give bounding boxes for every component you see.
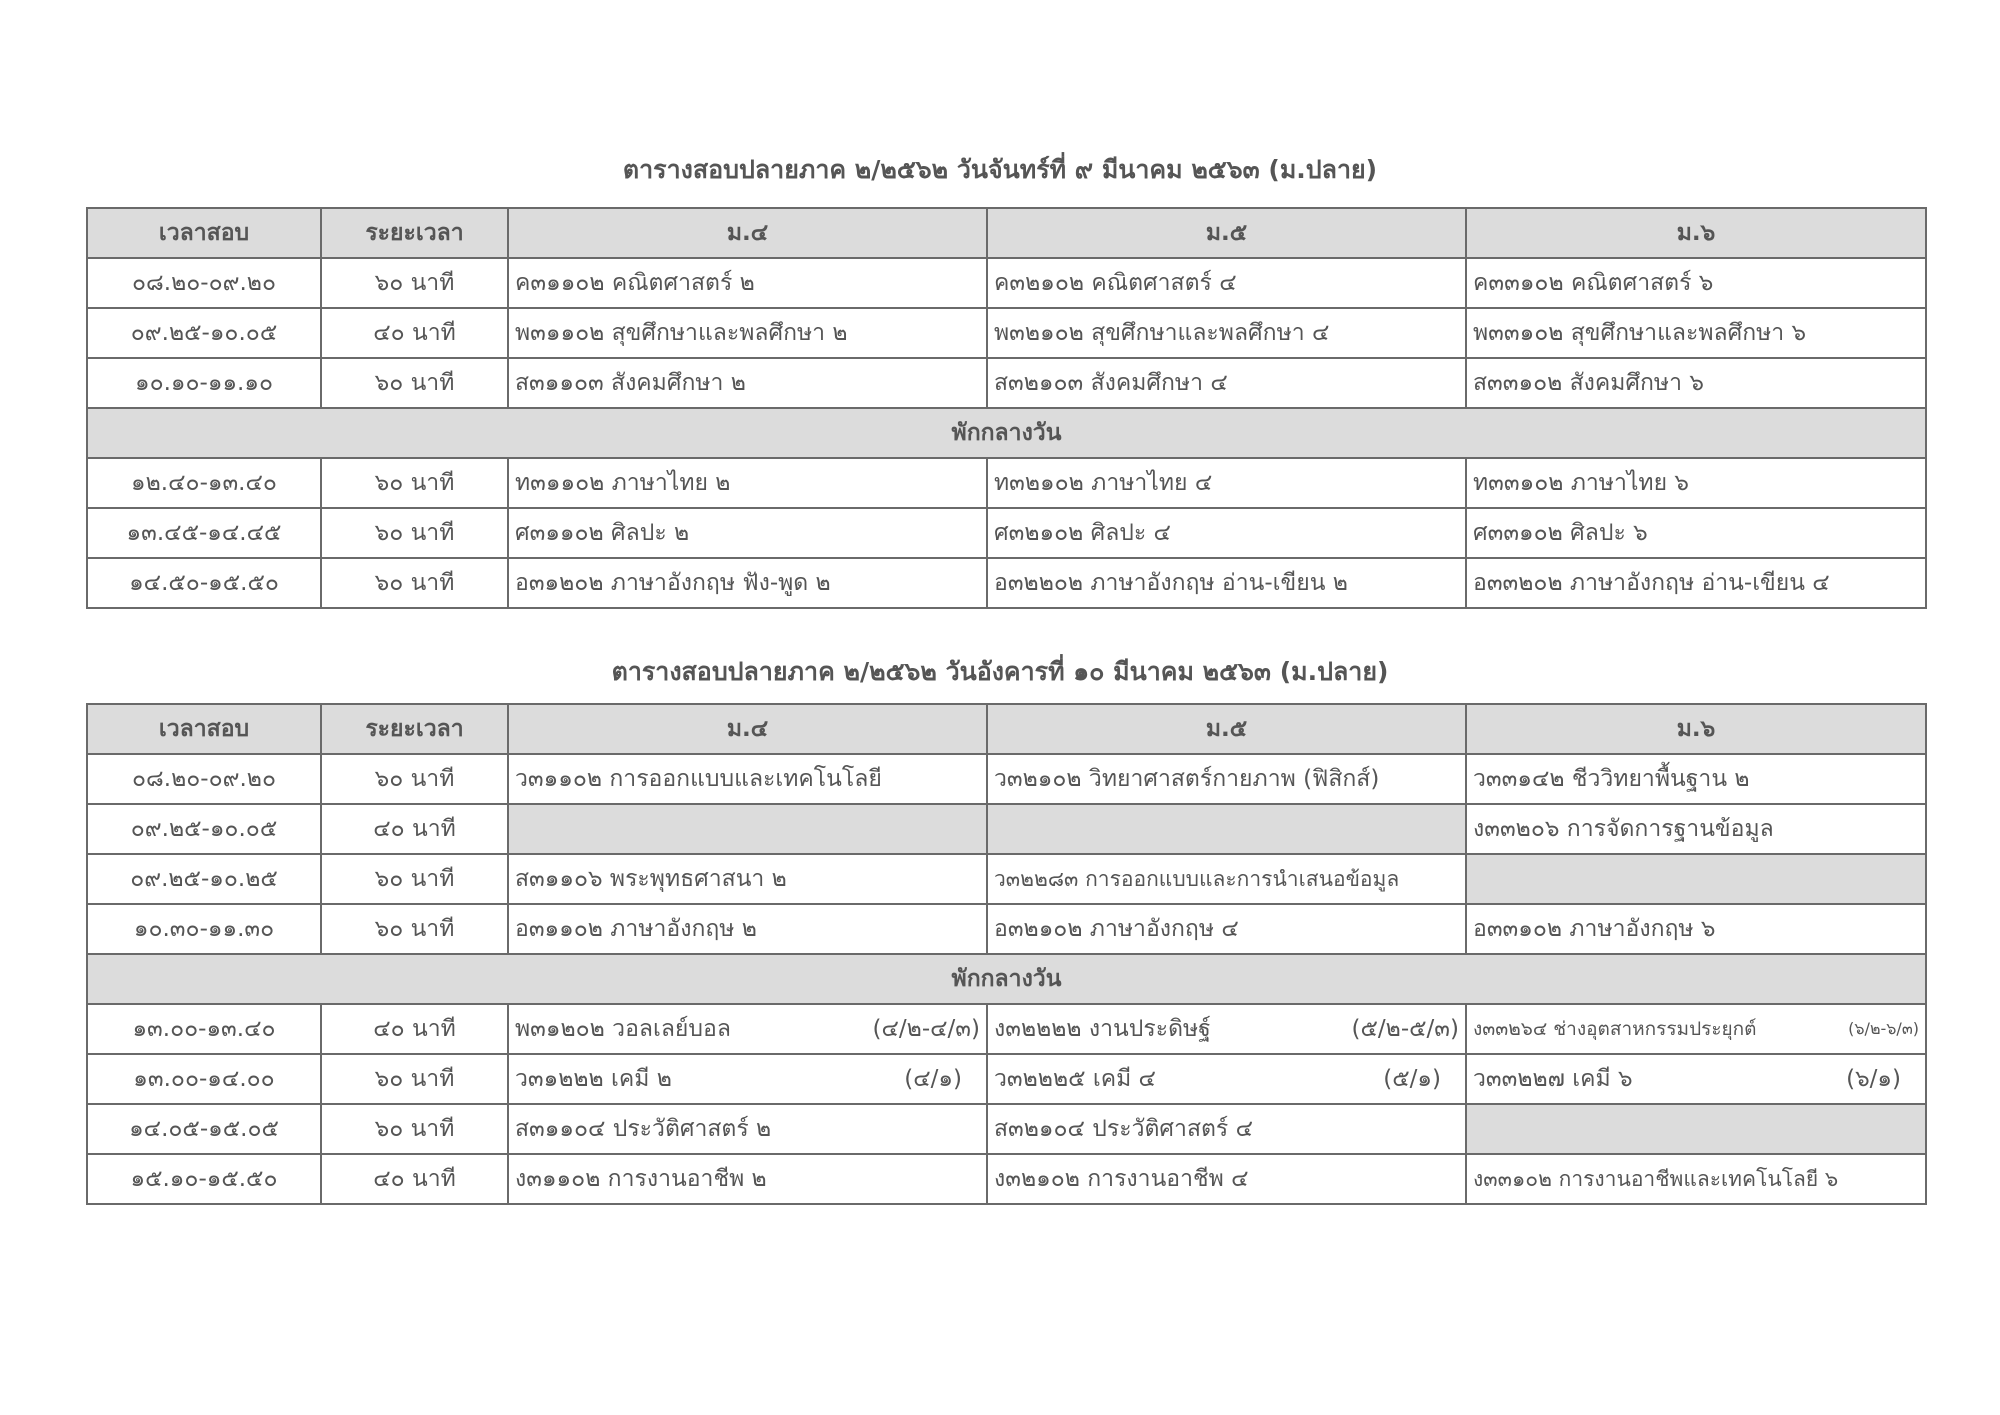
subject-m4: ส๓๑๑๐๖ พระพุทธศาสนา ๒ xyxy=(508,854,987,904)
subject-m5: ค๓๒๑๐๒ คณิตศาสตร์ ๔ xyxy=(987,258,1466,308)
subject-m5: ศ๓๒๑๐๒ ศิลปะ ๔ xyxy=(987,508,1466,558)
empty-cell xyxy=(1466,1104,1926,1154)
table-row xyxy=(87,804,1926,854)
duration: ๔๐ นาที xyxy=(321,1154,508,1204)
subject-m4: ส๓๑๑๐๔ ประวัติศาสตร์ ๒ xyxy=(508,1104,987,1154)
lunch-break-row xyxy=(87,408,1926,458)
subject-m5: พ๓๒๑๐๒ สุขศึกษาและพลศึกษา ๔ xyxy=(987,308,1466,358)
class-group: (๖/๑) xyxy=(1846,1066,1901,1092)
header-m4: ม.๔ xyxy=(508,704,987,754)
schedule-title-tuesday: ตารางสอบปลายภาค ๒/๒๕๖๒ วันอังคารที่ ๑๐ มีนาคม ๒๕๖๓ (ม.ปลาย) xyxy=(611,657,1389,686)
exam-time: ๑๒.๔๐-๑๓.๔๐ xyxy=(87,458,321,508)
class-group: (๖/๒-๖/๓) xyxy=(1848,1018,1919,1038)
duration: ๖๐ นาที xyxy=(321,1104,508,1154)
table-row xyxy=(87,258,1926,308)
subject-m6 xyxy=(1466,1004,1926,1054)
subject-name: ว๓๑๒๒๒ เคมี ๒ xyxy=(515,1066,672,1092)
empty-cell xyxy=(1466,854,1926,904)
subject-m5 xyxy=(987,1004,1466,1054)
schedule-title-monday: ตารางสอบปลายภาค ๒/๒๕๖๒ วันจันทร์ที่ ๙ มีนาคม ๒๕๖๓ (ม.ปลาย) xyxy=(622,155,1378,184)
subject-m4 xyxy=(508,1004,987,1054)
subject-m6: ท๓๓๑๐๒ ภาษาไทย ๖ xyxy=(1466,458,1926,508)
header-row xyxy=(87,704,1926,754)
duration: ๖๐ นาที xyxy=(321,558,508,608)
table-row xyxy=(87,754,1926,804)
subject-m6: ค๓๓๑๐๒ คณิตศาสตร์ ๖ xyxy=(1466,258,1926,308)
class-group: (๔/๒-๔/๓) xyxy=(872,1016,980,1042)
subject-m5: ส๓๒๑๐๔ ประวัติศาสตร์ ๔ xyxy=(987,1104,1466,1154)
subject-m6: ว๓๓๑๔๒ ชีววิทยาพื้นฐาน ๒ xyxy=(1466,754,1926,804)
table-row xyxy=(87,854,1926,904)
subject-m6: ง๓๓๒๐๖ การจัดการฐานข้อมูล xyxy=(1466,804,1926,854)
lunch-break-label: พักกลางวัน xyxy=(87,408,1926,458)
table-row xyxy=(87,508,1926,558)
subject-m6: พ๓๓๑๐๒ สุขศึกษาและพลศึกษา ๖ xyxy=(1466,308,1926,358)
empty-cell xyxy=(508,804,987,854)
exam-time: ๑๔.๕๐-๑๕.๕๐ xyxy=(87,558,321,608)
empty-cell xyxy=(987,804,1466,854)
duration: ๖๐ นาที xyxy=(321,1054,508,1104)
header-m5: ม.๕ xyxy=(987,208,1466,258)
schedule-table-tuesday xyxy=(86,703,1927,1205)
subject-m5 xyxy=(987,1054,1466,1104)
duration: ๔๐ นาที xyxy=(321,1004,508,1054)
subject-m4: ง๓๑๑๐๒ การงานอาชีพ ๒ xyxy=(508,1154,987,1204)
table-row xyxy=(87,1054,1926,1104)
duration: ๖๐ นาที xyxy=(321,508,508,558)
subject-name: ว๓๓๒๒๗ เคมี ๖ xyxy=(1473,1066,1633,1092)
subject-m4: ส๓๑๑๐๓ สังคมศึกษา ๒ xyxy=(508,358,987,408)
subject-m4: ค๓๑๑๐๒ คณิตศาสตร์ ๒ xyxy=(508,258,987,308)
exam-time: ๐๙.๒๕-๑๐.๐๕ xyxy=(87,804,321,854)
table-row xyxy=(87,1154,1926,1204)
lunch-break-row xyxy=(87,954,1926,1004)
subject-m5: ง๓๒๑๐๒ การงานอาชีพ ๔ xyxy=(987,1154,1466,1204)
subject-m4: อ๓๑๒๐๒ ภาษาอังกฤษ ฟัง-พูด ๒ xyxy=(508,558,987,608)
subject-m6: อ๓๓๒๐๒ ภาษาอังกฤษ อ่าน-เขียน ๔ xyxy=(1466,558,1926,608)
table-row xyxy=(87,1104,1926,1154)
subject-name: พ๓๑๒๐๒ วอลเลย์บอล xyxy=(515,1016,731,1042)
subject-m4 xyxy=(508,1054,987,1104)
subject-m5: อ๓๒๒๐๒ ภาษาอังกฤษ อ่าน-เขียน ๒ xyxy=(987,558,1466,608)
subject-m5: ว๓๒๒๘๓ การออกแบบและการนำเสนอข้อมูล xyxy=(987,854,1466,904)
header-exam-time: เวลาสอบ xyxy=(87,704,321,754)
subject-m4: ศ๓๑๑๐๒ ศิลปะ ๒ xyxy=(508,508,987,558)
header-duration: ระยะเวลา xyxy=(321,704,508,754)
exam-time: ๐๙.๒๕-๑๐.๒๕ xyxy=(87,854,321,904)
exam-time: ๑๕.๑๐-๑๕.๕๐ xyxy=(87,1154,321,1204)
header-m5: ม.๕ xyxy=(987,704,1466,754)
table-row xyxy=(87,308,1926,358)
subject-m6: อ๓๓๑๐๒ ภาษาอังกฤษ ๖ xyxy=(1466,904,1926,954)
schedule-table-monday xyxy=(86,207,1927,609)
duration: ๖๐ นาที xyxy=(321,854,508,904)
lunch-break-label: พักกลางวัน xyxy=(87,954,1926,1004)
class-group: (๔/๑) xyxy=(904,1066,962,1092)
duration: ๖๐ นาที xyxy=(321,754,508,804)
exam-time: ๑๓.๐๐-๑๔.๐๐ xyxy=(87,1054,321,1104)
header-m6: ม.๖ xyxy=(1466,704,1926,754)
subject-m5: ท๓๒๑๐๒ ภาษาไทย ๔ xyxy=(987,458,1466,508)
table-row xyxy=(87,458,1926,508)
subject-m4: ว๓๑๑๐๒ การออกแบบและเทคโนโลยี xyxy=(508,754,987,804)
table-row xyxy=(87,904,1926,954)
exam-time: ๑๓.๐๐-๑๓.๔๐ xyxy=(87,1004,321,1054)
exam-time: ๐๘.๒๐-๐๙.๒๐ xyxy=(87,258,321,308)
exam-time: ๑๔.๐๕-๑๕.๐๕ xyxy=(87,1104,321,1154)
duration: ๔๐ นาที xyxy=(321,804,508,854)
exam-time: ๑๐.๑๐-๑๑.๑๐ xyxy=(87,358,321,408)
subject-name: ง๓๓๒๖๔ ช่างอุตสาหกรรมประยุกต์ xyxy=(1473,1018,1757,1040)
subject-m4: อ๓๑๑๐๒ ภาษาอังกฤษ ๒ xyxy=(508,904,987,954)
duration: ๖๐ นาที xyxy=(321,258,508,308)
exam-time: ๑๓.๔๕-๑๔.๔๕ xyxy=(87,508,321,558)
header-row xyxy=(87,208,1926,258)
subject-m6: ส๓๓๑๐๒ สังคมศึกษา ๖ xyxy=(1466,358,1926,408)
exam-time: ๐๘.๒๐-๐๙.๒๐ xyxy=(87,754,321,804)
subject-m5: อ๓๒๑๐๒ ภาษาอังกฤษ ๔ xyxy=(987,904,1466,954)
class-group: (๕/๒-๕/๓) xyxy=(1351,1016,1459,1042)
subject-m5: ว๓๒๑๐๒ วิทยาศาสตร์กายภาพ (ฟิสิกส์) xyxy=(987,754,1466,804)
header-duration: ระยะเวลา xyxy=(321,208,508,258)
header-m6: ม.๖ xyxy=(1466,208,1926,258)
table-row xyxy=(87,1004,1926,1054)
header-m4: ม.๔ xyxy=(508,208,987,258)
exam-time: ๑๐.๓๐-๑๑.๓๐ xyxy=(87,904,321,954)
subject-m5: ส๓๒๑๐๓ สังคมศึกษา ๔ xyxy=(987,358,1466,408)
subject-name: ง๓๒๒๒๒ งานประดิษฐ์ xyxy=(994,1016,1211,1042)
table-row xyxy=(87,558,1926,608)
subject-m4: พ๓๑๑๐๒ สุขศึกษาและพลศึกษา ๒ xyxy=(508,308,987,358)
subject-m6 xyxy=(1466,1054,1926,1104)
subject-m6: ง๓๓๑๐๒ การงานอาชีพและเทคโนโลยี ๖ xyxy=(1466,1154,1926,1204)
table-row xyxy=(87,358,1926,408)
header-exam-time: เวลาสอบ xyxy=(87,208,321,258)
duration: ๖๐ นาที xyxy=(321,358,508,408)
subject-m4: ท๓๑๑๐๒ ภาษาไทย ๒ xyxy=(508,458,987,508)
duration: ๖๐ นาที xyxy=(321,904,508,954)
duration: ๖๐ นาที xyxy=(321,458,508,508)
duration: ๔๐ นาที xyxy=(321,308,508,358)
subject-m6: ศ๓๓๑๐๒ ศิลปะ ๖ xyxy=(1466,508,1926,558)
subject-name: ว๓๒๒๒๕ เคมี ๔ xyxy=(994,1066,1156,1092)
exam-time: ๐๙.๒๕-๑๐.๐๕ xyxy=(87,308,321,358)
class-group: (๕/๑) xyxy=(1383,1066,1441,1092)
